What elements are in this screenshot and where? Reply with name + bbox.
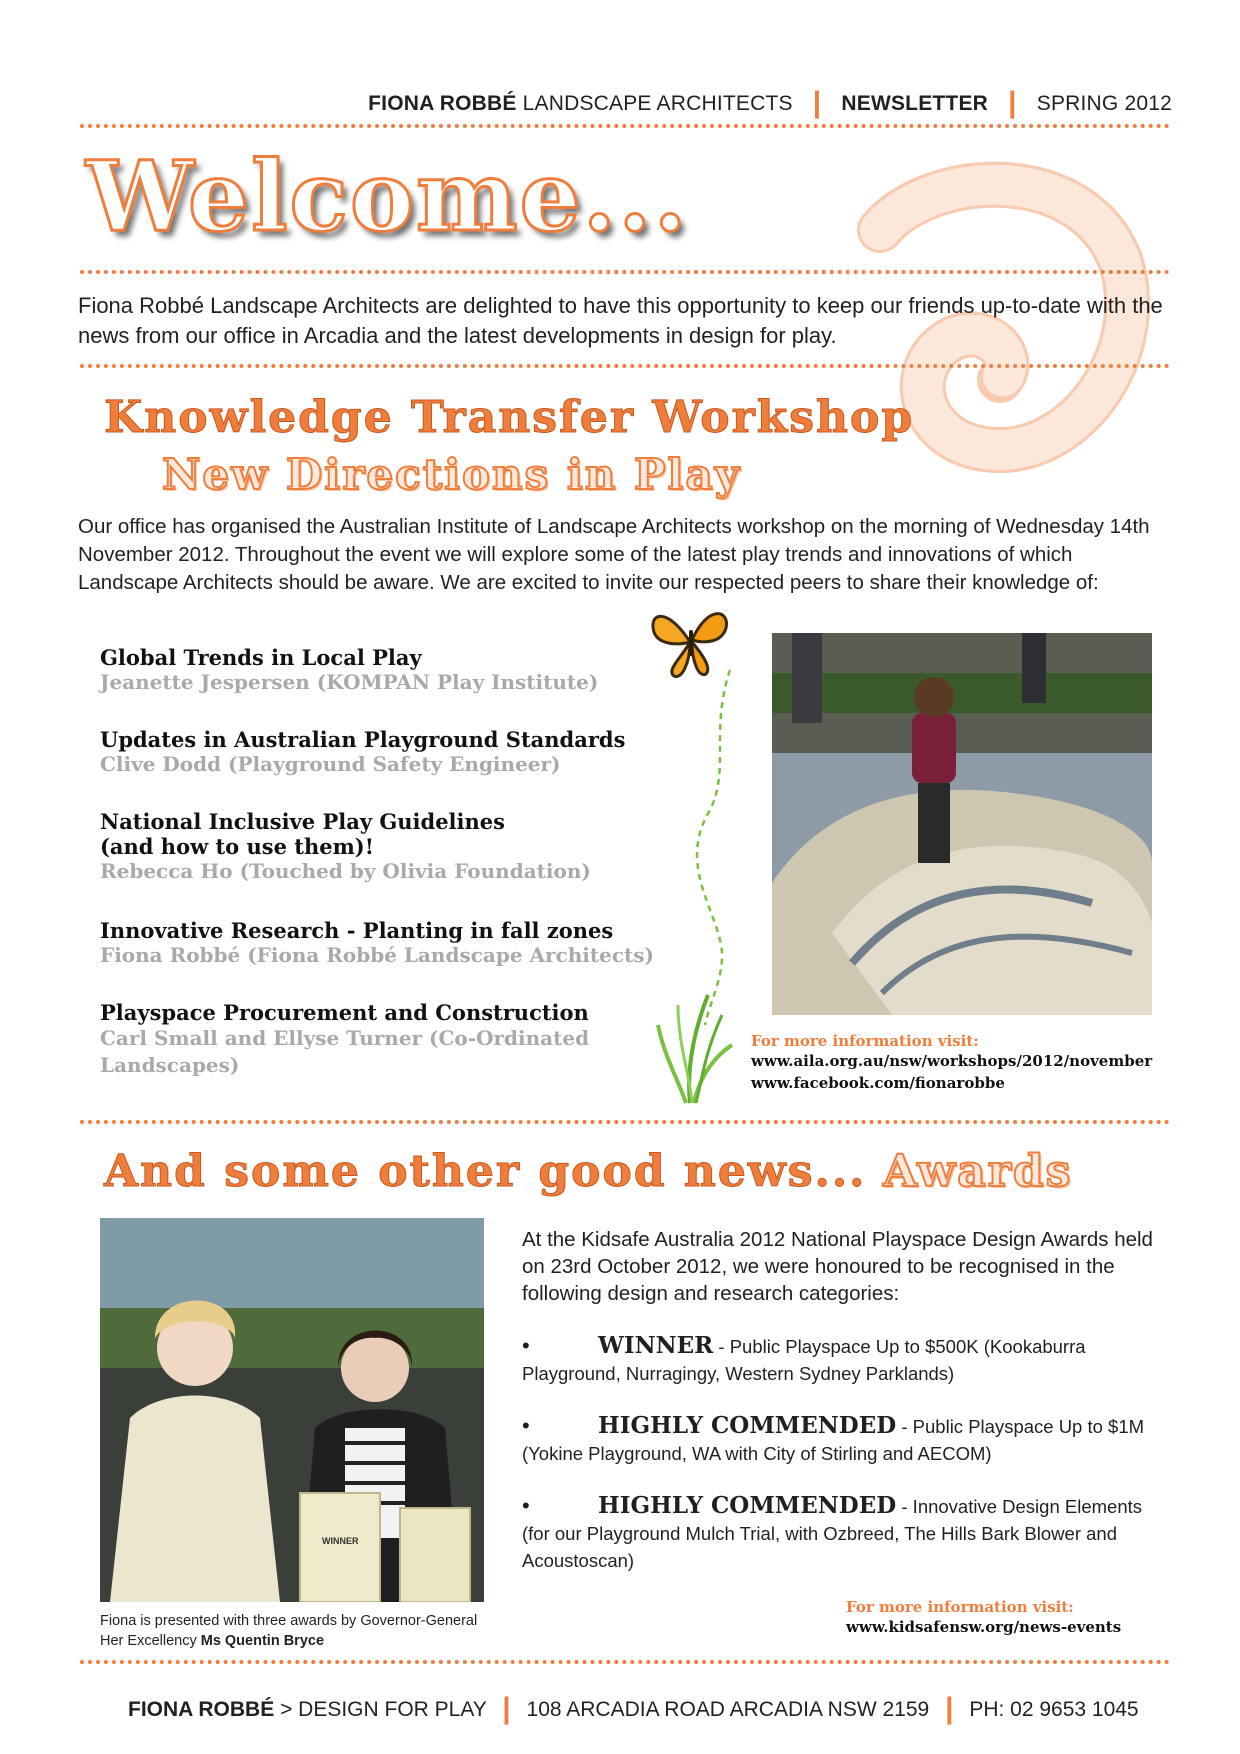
footer-phone: PH: 02 9653 1045 [969, 1698, 1139, 1721]
certificate-label: WINNER [322, 1536, 359, 1546]
welcome-intro: Fiona Robbé Landscape Architects are delighted to have this opportunity to keep our friends up-to-date with the news from our office in Arcadia and the latest developments in design for play. [78, 293, 1163, 348]
award-item [522, 1492, 1162, 1574]
divider-icon: | [1008, 86, 1017, 119]
workshop-more-info [751, 1032, 1152, 1094]
link-aila[interactable]: www.aila.org.au/nsw/workshops/2012/november [751, 1052, 1153, 1070]
award-level: HIGHLY COMMENDED [598, 1492, 897, 1519]
talk-speaker: Fiona Robbé (Fiona Robbé Landscape Architects) [100, 943, 654, 967]
bullet-icon: • [522, 1333, 530, 1358]
divider-icon: | [502, 1692, 511, 1725]
talk-title: Updates in Australian Playground Standards [100, 727, 626, 752]
caption-name: Ms Quentin Bryce [200, 1633, 325, 1649]
talk-speaker: Carl Small and Ellyse Turner (Co-Ordinated Landscapes) [100, 1026, 590, 1077]
award-description: - Public Playspace Up to $500K (Kookaburra Playground, Nurragingy, Western Sydney Parklands) [522, 1336, 1086, 1384]
talk-item [100, 1000, 660, 1079]
talk-title: National Inclusive Play Guidelines [100, 809, 505, 834]
talk-item [100, 645, 598, 694]
award-description: - Public Playspace Up to $1M (Yokine Playground, WA with City of Stirling and AECOM) [522, 1416, 1145, 1464]
award-level: WINNER [598, 1332, 714, 1359]
grass-icon [656, 985, 736, 1105]
playground-photo [772, 633, 1152, 1015]
awards-more-info [846, 1598, 1121, 1638]
awards-heading [104, 1146, 1072, 1197]
link-kidsafe[interactable]: www.kidsafensw.org/news-events [846, 1618, 1122, 1636]
bullet-icon: • [522, 1413, 530, 1438]
flight-path [670, 670, 740, 1030]
dotted-divider [80, 270, 1170, 274]
talk-title: Innovative Research - Planting in fall zones [100, 918, 614, 943]
workshop-title: Knowledge Transfer Workshop [104, 392, 915, 443]
talk-item [100, 727, 625, 776]
award-level: HIGHLY COMMENDED [598, 1412, 897, 1439]
awards-title-outline: Awards [882, 1146, 1073, 1197]
workshop-description: Our office has organised the Australian Institute of Landscape Architects workshop on the morning of Wednesday 14th November 2012. Throughout the event we will explore some of the latest play trends and innovations of which Landscape Architects should be aware. We are excited to invite our respected peers to share their knowledge of: [78, 515, 1150, 594]
newsletter-label: NEWSLETTER [841, 92, 989, 115]
footer-name: FIONA ROBBÉ [128, 1698, 275, 1721]
talk-title: Global Trends in Local Play [100, 645, 422, 670]
dotted-divider [80, 1120, 1170, 1124]
more-info-heading: For more information visit: [846, 1598, 1074, 1616]
talk-item [100, 809, 591, 883]
divider-icon: | [812, 86, 822, 119]
dotted-divider [80, 364, 1170, 368]
dotted-divider [80, 124, 1170, 128]
issue-season: SPRING 2012 [1036, 92, 1172, 115]
talk-speaker: Jeanette Jespersen (KOMPAN Play Institute) [100, 670, 599, 694]
award-presentation-photo [100, 1218, 484, 1602]
company-name: FIONA ROBBÉ [368, 92, 517, 115]
caption-text: Fiona is presented with three awards by Governor-General Her Excellency [100, 1613, 478, 1649]
photo-caption [100, 1611, 480, 1651]
talk-title-line2: (and how to use them)! [100, 834, 374, 859]
masthead [368, 84, 1172, 118]
talk-speaker: Rebecca Ho (Touched by Olivia Foundation) [100, 859, 591, 883]
welcome-title: Welcome... [86, 140, 689, 253]
awards-title: And some other good news... [104, 1146, 867, 1197]
talk-speaker: Clive Dodd (Playground Safety Engineer) [100, 752, 561, 776]
awards-intro: At the Kidsafe Australia 2012 National Playspace Design Awards held on 23rd October 2012, we were honoured to be recognised in the following design and research categories: [522, 1228, 1153, 1305]
award-item [522, 1332, 1162, 1387]
workshop-subtitle: New Directions in Play [162, 450, 742, 499]
award-description: - Innovative Design Elements (for our Playground Mulch Trial, with Ozbreed, The Hills Bark Blower and Acoustoscan) [522, 1496, 1142, 1571]
footer-address: 108 ARCADIA ROAD ARCADIA NSW 2159 [526, 1698, 930, 1721]
bullet-icon: • [522, 1493, 530, 1518]
footer [128, 1690, 1139, 1724]
divider-icon: | [945, 1692, 954, 1725]
footer-tagline: > DESIGN FOR PLAY [274, 1698, 487, 1721]
link-facebook[interactable]: www.facebook.com/fionarobbe [751, 1074, 1005, 1092]
dotted-divider [80, 1660, 1170, 1664]
award-item [522, 1412, 1162, 1467]
talk-title: Playspace Procurement and Construction [100, 1000, 589, 1025]
company-descriptor: LANDSCAPE ARCHITECTS [522, 92, 793, 115]
more-info-heading: For more information visit: [751, 1032, 979, 1050]
talk-item [100, 918, 654, 967]
